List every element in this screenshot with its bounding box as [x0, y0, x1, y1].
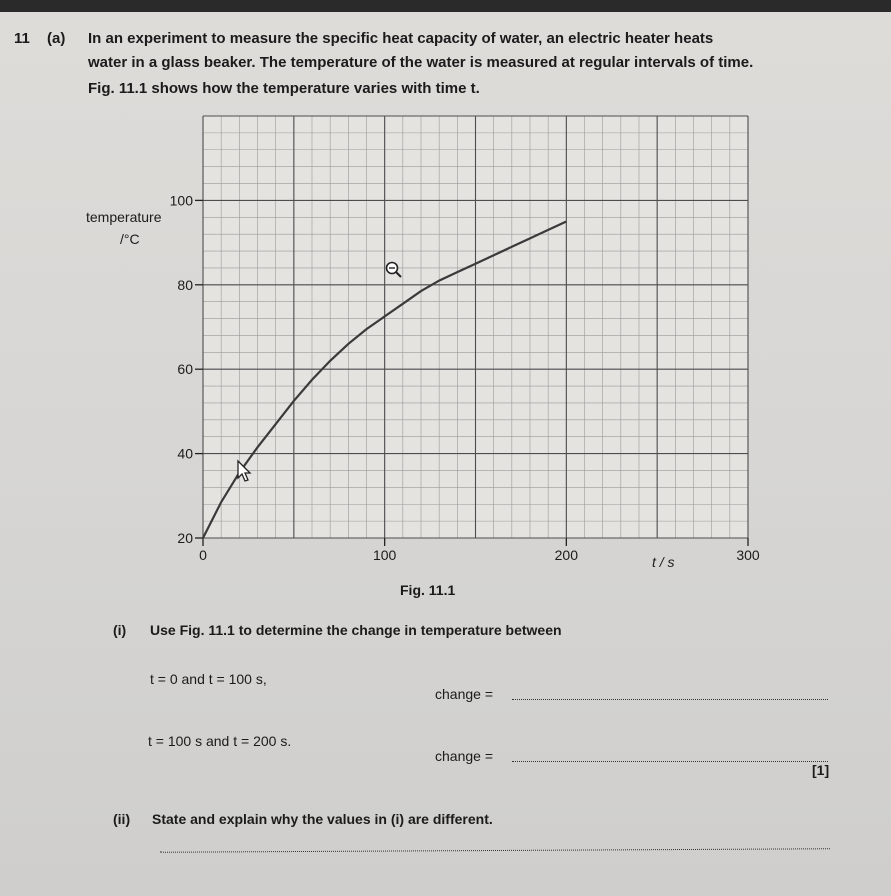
marks-label: [1]	[812, 762, 830, 778]
intro-line-1: In an experiment to measure the specific heat capacity of water, an electric heater heats	[88, 30, 714, 47]
y-axis-label-line-2: /°C	[120, 231, 140, 247]
answer-line-2[interactable]	[512, 761, 828, 762]
part-ii-label: (ii)	[113, 811, 131, 827]
y-tick-label-80: 80	[177, 276, 193, 293]
figure-caption: Fig. 11.1	[400, 582, 456, 598]
time-range-2: t = 100 s and t = 200 s.	[148, 733, 292, 749]
question-part: (a)	[47, 30, 66, 47]
part-i-label: (i)	[113, 622, 127, 638]
part-ii-prompt: State and explain why the values in (i) are different.	[152, 811, 493, 827]
change-label-2: change =	[435, 748, 493, 764]
y-tick-label-40: 40	[177, 445, 193, 462]
x-tick-label-0: 0	[199, 547, 207, 563]
part-i-prompt: Use Fig. 11.1 to determine the change in temperature between	[150, 622, 562, 638]
intro-line-3: Fig. 11.1 shows how the temperature varies with time t.	[88, 80, 480, 97]
time-range-1: t = 0 and t = 100 s,	[150, 671, 267, 687]
intro-line-2: water in a glass beaker. The temperature of the water is measured at regular intervals of time.	[88, 54, 754, 71]
answer-line-1[interactable]	[512, 699, 828, 700]
x-tick-label-100: 100	[372, 547, 397, 563]
y-tick-label-20: 20	[177, 530, 193, 546]
y-tick-label-100: 100	[169, 192, 193, 209]
change-label-1: change =	[435, 686, 493, 702]
y-axis-label-line-1: temperature	[86, 209, 162, 225]
x-tick-label-200: 200	[554, 547, 579, 563]
y-tick-label-60: 60	[177, 361, 193, 378]
x-tick-label-300: 300	[736, 547, 760, 563]
question-number: 11	[14, 30, 30, 47]
x-axis-label: t / s	[652, 554, 675, 570]
